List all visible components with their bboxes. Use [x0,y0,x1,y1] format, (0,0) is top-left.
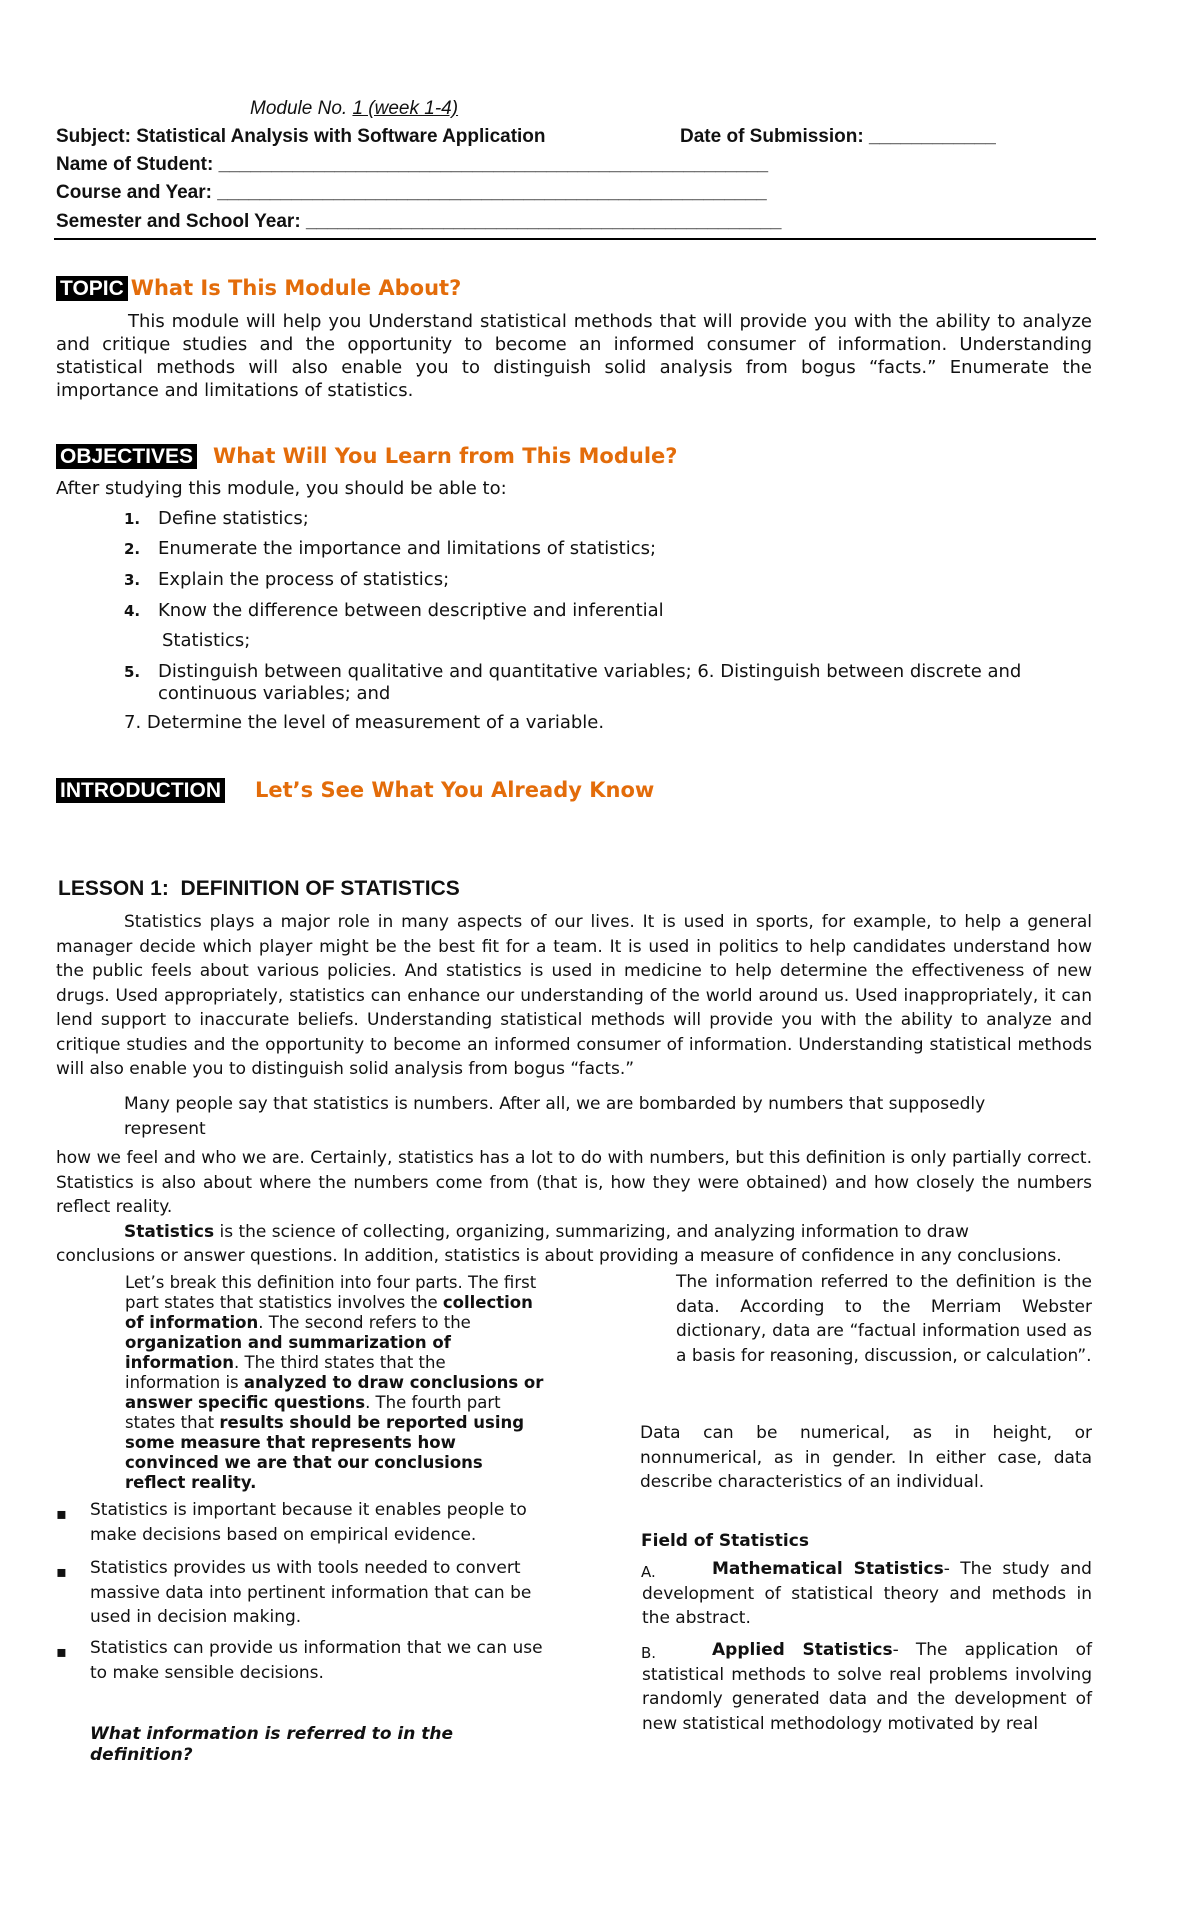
bullet-icon: ▪ [56,1642,67,1661]
objective-item: Distinguish between qualitative and quantitative variables; 6. Distinguish between discrete and [158,661,1022,682]
breakdown-bold: collection of information [125,1293,533,1332]
field-term: Mathematical Statistics [712,1559,944,1579]
field-term: Applied Statistics [712,1640,893,1660]
field-of-statistics-title: Field of Statistics [641,1531,809,1551]
date-row [680,126,996,148]
name-row [56,154,768,176]
breakdown-bold: analyzed to draw conclusions or answer specific questions [125,1373,544,1412]
objective-num: 4. [124,602,141,620]
lesson-title: LESSON 1: DEFINITION OF STATISTICS [58,877,460,900]
course-blank[interactable]: ____________________________________________________ [217,182,767,203]
objective-num: 2. [124,540,141,558]
objectives-tag: OBJECTIVES [56,444,197,469]
field-letter: B. [641,1644,657,1662]
field-text: - The application of statistical methods to solve real problems involving randomly generated data and the development of new statistical methodology motivated by real [642,1640,1092,1734]
semester-label: Semester and School Year: [56,211,301,232]
data-types: Data can be numerical, as in height, or nonnumerical, as in gender. In either case, data describe characteristics of an individual. [640,1423,1092,1492]
topic-heading: What Is This Module About? [130,276,462,300]
name-blank[interactable]: ____________________________________________________ [218,154,769,175]
introduction-heading: Let’s See What You Already Know [255,778,655,802]
lesson-para1: Statistics plays a major role in many aspects of our lives. It is used in sports, for example, to help a general manager decide which player might be the best fit for a team. It is used in politics to help candidates understand how the public feels about various policies. And statistics is used in medicine to help determine the effectiveness of new drugs. Used appropriately, statistics can enhance our understanding of the world around us. Used inappropriately, it can lend support to inaccurate beliefs. Understanding statistical methods will provide you with the ability to analyze and critique studies and the opportunity to become an informed consumer of information. Understanding statistical methods will also enable you to distinguish solid analysis from bogus “facts.” [56,912,1092,1079]
mathematical-statistics [642,1557,1092,1631]
lesson-para2b: represent [124,1118,206,1139]
objective-item: Know the difference between descriptive and inferential [158,600,664,621]
module-value: 1 (week 1-4) [352,98,459,119]
topic-body: This module will help you Understand statistical methods that will provide you with the ability to analyze and critique studies and the opportunity to become an informed consumer of information. Understanding statistical methods will also enable you to distinguish solid analysis from bogus “facts.” Enumerate the importance and limitations of statistics. [56,311,1092,401]
objective-item: Explain the process of statistics; [158,569,450,590]
objectives-intro: After studying this module, you should be able to: [56,478,507,499]
topic-tag: TOPIC [56,276,128,301]
definition-line1 [124,1220,969,1245]
module-prefix: Module No. [250,98,348,119]
field-letter: A. [641,1563,656,1581]
objective-item-7: 7. Determine the level of measurement of a variable. [124,712,605,733]
objective-item-cont: Statistics; [162,630,251,651]
breakdown-bold: results should be reported using some measure that represents how convinced we are that our conclusions reflect reality. [125,1413,525,1492]
topic-heading-row [56,276,461,301]
importance-bullet: Statistics can provide us information that we can use to make sensible decisions. [90,1638,543,1683]
definition-breakdown [125,1273,545,1493]
importance-bullet: Statistics is important because it enables people to make decisions based on empirical evidence. [90,1500,527,1545]
breakdown-text: . The fourth part states that [125,1393,501,1432]
semester-row [56,211,781,233]
objective-item: Define statistics; [158,508,309,529]
date-label: Date of Submission: [680,126,864,147]
date-blank[interactable]: ____________ [868,126,996,147]
definition-term: Statistics [124,1222,215,1242]
objective-item: Enumerate the importance and limitations of statistics; [158,538,657,559]
objective-num: 1. [124,510,141,528]
field-text: - The study and development of statistical theory and methods in the abstract. [642,1559,1092,1628]
objective-num: 5. [124,663,141,681]
breakdown-text: . The second refers to the [258,1313,471,1332]
lesson-para2a: Many people say that statistics is numbers. After all, we are bombarded by numbers that supposedly [124,1094,986,1114]
objectives-heading: What Will You Learn from This Module? [213,444,678,468]
subject-row [56,126,546,148]
bullet-icon: ▪ [56,1504,67,1523]
lesson-para2 [124,1092,1054,1141]
definition-line2: conclusions or answer questions. In addition, statistics is about providing a measure of confidence in any conclusions. [56,1246,1062,1266]
course-row [56,182,767,204]
subject-label: Subject: [56,126,131,147]
bullet-icon: ▪ [56,1562,67,1581]
objectives-heading-row [56,444,677,469]
header-divider [54,238,1096,240]
breakdown-bold: organization and summarization of information [125,1333,451,1372]
applied-statistics [642,1638,1092,1736]
data-definition: The information referred to the definition is the data. According to the Merriam Webster dictionary, data are “factual information used as a basis for reasoning, discussion, or calculation”. [676,1272,1092,1366]
introduction-heading-row [56,778,654,803]
course-label: Course and Year: [56,182,212,203]
semester-blank[interactable]: _____________________________________________ [305,211,782,232]
subject-value: Statistical Analysis with Software Application [136,126,546,147]
breakdown-text: Let’s break this definition into four parts. The first part states that statistics involves the [125,1273,537,1312]
definition-text: is the science of collecting, organizing, summarizing, and analyzing information to draw [214,1222,969,1242]
breakdown-text: . The third states that the information is [125,1353,446,1392]
objective-item-cont: continuous variables; and [158,683,391,704]
importance-bullet: Statistics provides us with tools needed to convert massive data into pertinent information that can be used in decision making. [90,1558,532,1627]
objective-num: 3. [124,571,141,589]
lesson-para3: how we feel and who we are. Certainly, statistics has a lot to do with numbers, but this definition is only partially correct. Statistics is also about where the numbers come from (that is, how they were obtained) and how closely the numbers reflect reality. [56,1148,1092,1217]
introduction-tag: INTRODUCTION [56,778,225,803]
name-label: Name of Student: [56,154,214,175]
module-number [250,98,458,120]
definition-question: What information is referred to in the definition? [90,1724,454,1765]
